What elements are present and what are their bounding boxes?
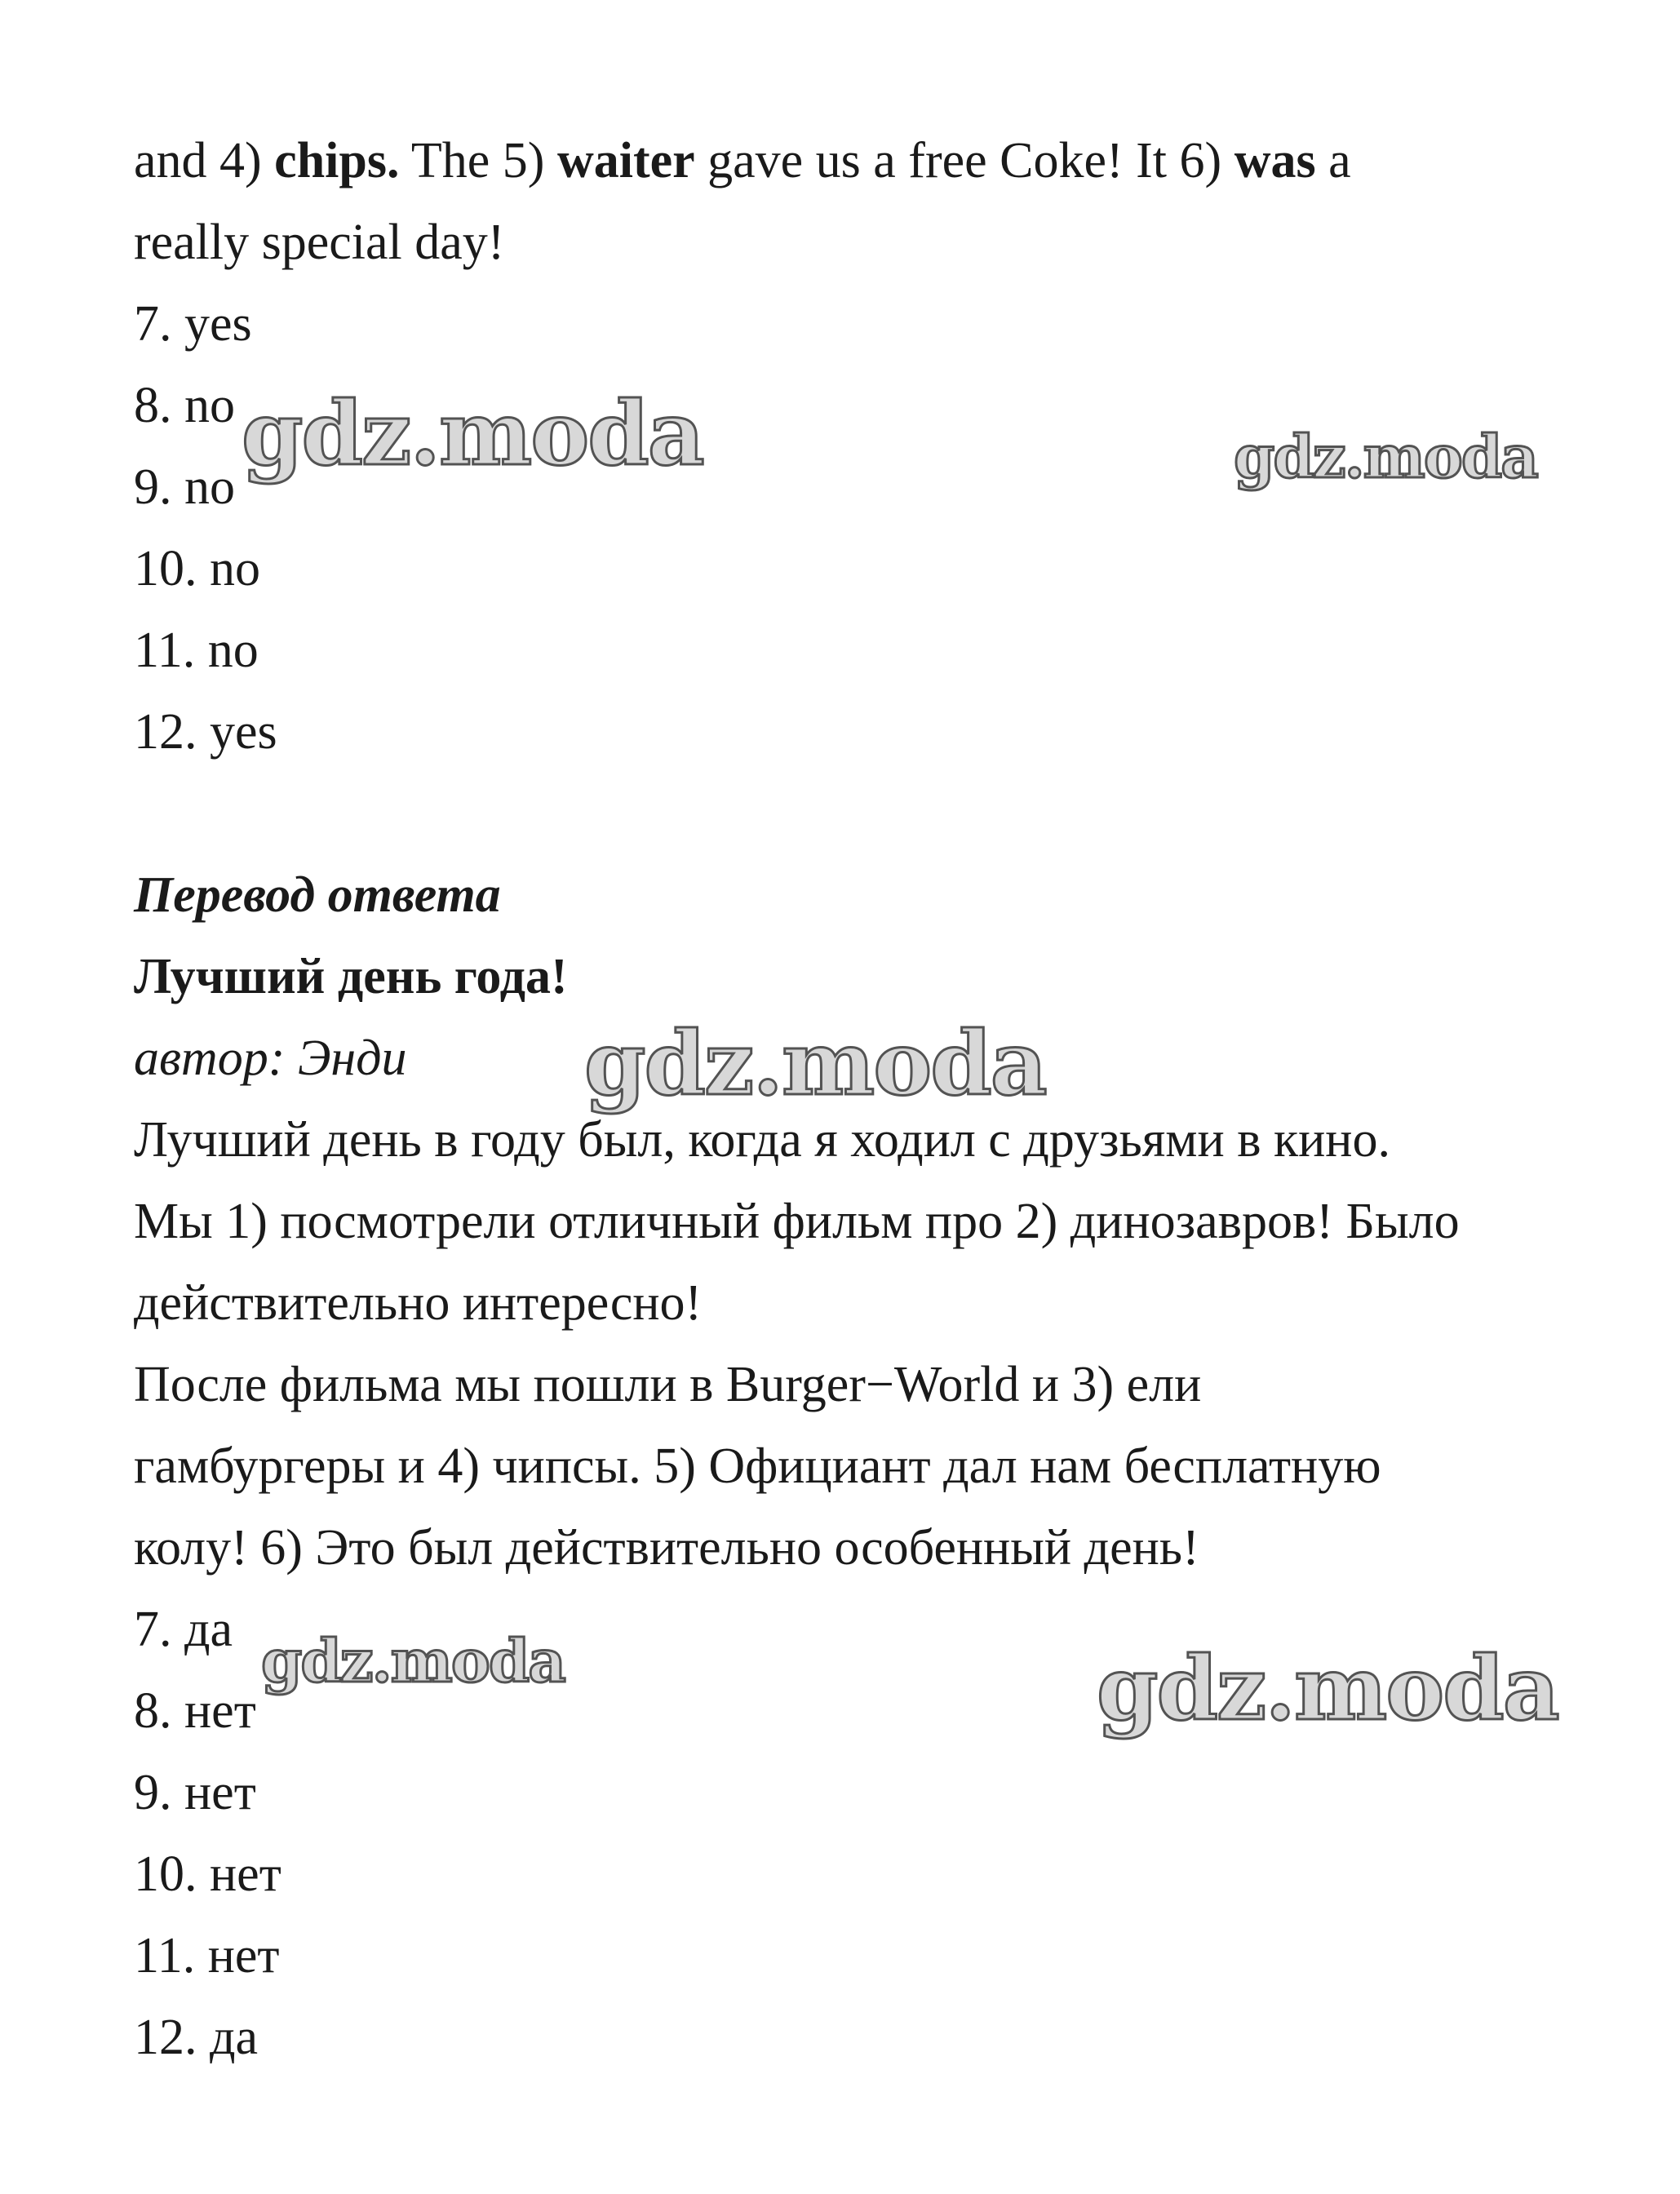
translation-answer-9: 9. нет bbox=[134, 1765, 256, 1820]
english-answer-10: 10. no bbox=[134, 541, 260, 596]
watermark-logo: gdz.moda bbox=[261, 1626, 565, 1695]
translation-paragraph-line-5: гамбургеры и 4) чипсы. 5) Официант дал нам бесплатную bbox=[134, 1438, 1381, 1494]
english-sentence-line-1: and 4) chips. The 5) waiter gave us a free Coke! It 6) was a bbox=[134, 133, 1351, 188]
translation-title: Лучший день года! bbox=[134, 949, 568, 1004]
translation-answer-7: 7. да bbox=[134, 1602, 233, 1657]
watermark-logo: gdz.moda bbox=[584, 1013, 1046, 1115]
translation-paragraph-line-6: колу! 6) Это был действительно особенный день! bbox=[134, 1520, 1199, 1576]
answer-word-waiter: waiter bbox=[556, 133, 695, 188]
english-answer-9: 9. no bbox=[134, 459, 235, 515]
english-answer-8: 8. no bbox=[134, 378, 235, 433]
translation-paragraph-line-3: действительно интересно! bbox=[134, 1275, 703, 1331]
answer-word-chips: chips. bbox=[274, 133, 400, 188]
translation-answer-8: 8. нет bbox=[134, 1683, 256, 1739]
translation-answer-12: 12. да bbox=[134, 2010, 259, 2065]
translation-author: автор: Энди bbox=[134, 1031, 407, 1086]
translation-heading: Перевод ответа bbox=[134, 867, 501, 923]
translation-paragraph-line-1: Лучший день в году был, когда я ходил с друзьями в кино. bbox=[134, 1112, 1390, 1168]
translation-answer-10: 10. нет bbox=[134, 1846, 281, 1902]
translation-paragraph-line-4: После фильма мы пошли в Burger−World и 3) ели bbox=[134, 1357, 1202, 1412]
english-answer-12: 12. yes bbox=[134, 704, 277, 760]
english-answer-7: 7. yes bbox=[134, 296, 252, 352]
watermark-logo: gdz.moda bbox=[1097, 1638, 1558, 1740]
answer-word-was: was bbox=[1234, 133, 1316, 188]
translation-paragraph-line-2: Мы 1) посмотрели отличный фильм про 2) динозавров! Было bbox=[134, 1194, 1460, 1249]
watermark-logo: gdz.moda bbox=[242, 383, 703, 485]
translation-answer-11: 11. нет bbox=[134, 1928, 280, 1983]
watermark-logo: gdz.moda bbox=[1234, 422, 1537, 491]
english-answer-11: 11. no bbox=[134, 623, 259, 678]
english-sentence-line-2: really special day! bbox=[134, 215, 505, 270]
